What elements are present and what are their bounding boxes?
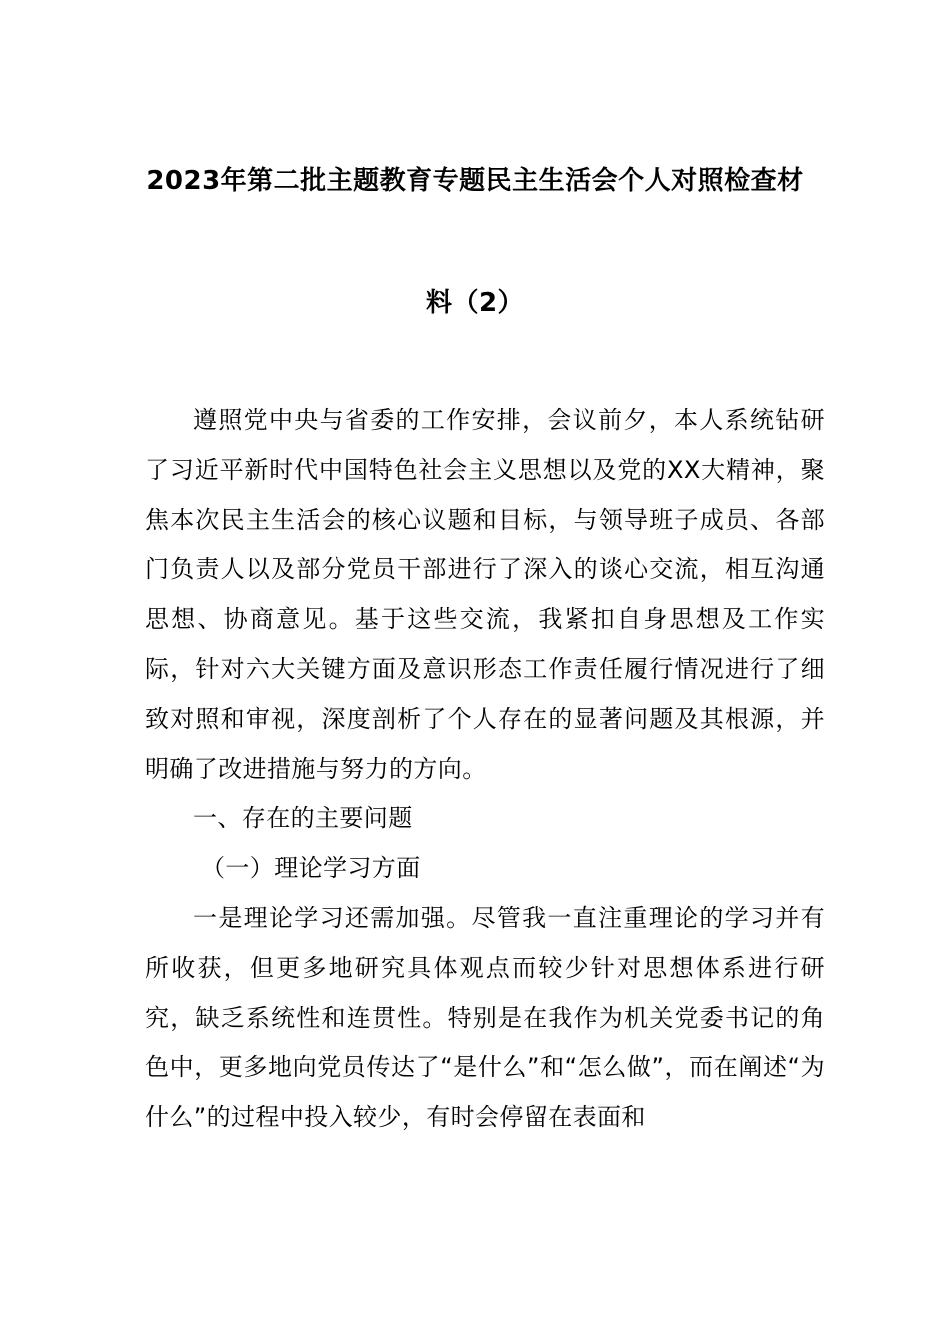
subsection-heading-theory-study: （一）理论学习方面 (201, 854, 421, 883)
section-heading-problems: 一、存在的主要问题 (193, 804, 413, 833)
document-title-line-1: 2023年第二批主题教育专题民主生活会个人对照检查材 (146, 166, 804, 196)
document-body (145, 396, 825, 1143)
point-one-paragraph: 一是理论学习还需加强。尽管我一直注重理论的学习并有所收获，但更多地研究具体观点而较少针对思想体系进行研究，缺乏系统性和连贯性。特别是在我作为机关党委书记的角色中，更多地向党员传达了“是什么”和“怎么做”，而在阐述“为什么”的过程中投入较少，有时会停留在表面和 (145, 903, 825, 1132)
document-title-line-2: 料（2） (425, 288, 525, 318)
intro-paragraph: 遵照党中央与省委的工作安排，会议前夕，本人系统钻研了习近平新时代中国特色社会主义思想以及党的XX大精神，聚焦本次民主生活会的核心议题和目标，与领导班子成员、各部门负责人以及部分党员干部进行了深入的谈心交流，相互沟通思想、协商意见。基于这些交流，我紧扣自身思想及工作实际，针对六大关键方面及意识形态工作责任履行情况进行了细致对照和审视，深度剖析了个人存在的显著问题及其根源，并明确了改进措施与努力的方向。 (145, 406, 825, 783)
